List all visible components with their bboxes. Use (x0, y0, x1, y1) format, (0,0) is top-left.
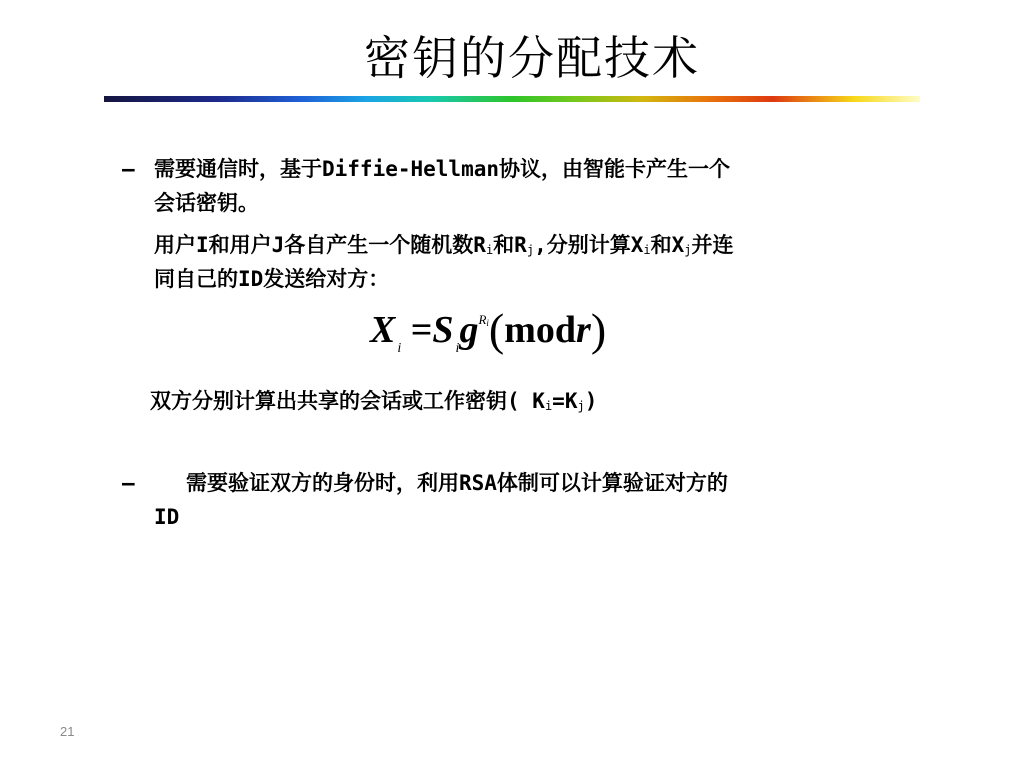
p1-sub-j-2: j (684, 243, 692, 257)
formula-sub-i-2: i (455, 341, 460, 356)
p1-seg-a: 用户I和用户J各自产生一个随机数R (154, 233, 486, 257)
formula-exponent (478, 312, 488, 327)
p2-seg-a: 双方分别计算出共享的会话或工作密钥( K (150, 389, 545, 413)
formula-exp-R: R (478, 312, 487, 327)
page-number: 21 (60, 724, 75, 739)
bullet-dash-2: – (122, 471, 135, 495)
formula-sub-i: i (397, 341, 402, 356)
formula (370, 296, 606, 373)
p1-sub-j: j (526, 243, 535, 257)
p1-seg-e: 并连 (691, 233, 734, 257)
formula-r: r (576, 309, 591, 351)
p2-seg-c: ) (584, 389, 598, 413)
bullet-2-line-1: 需要验证双方的身份时，利用RSA体制可以计算验证对方的 (186, 471, 728, 495)
formula-mod: mod (504, 309, 577, 351)
bullet-1-line-2: 会话密钥。 (154, 191, 259, 215)
formula-g: g (459, 309, 479, 351)
p1-seg-b: 和R (493, 233, 527, 257)
title-gradient-rule (104, 96, 920, 102)
p1-sub-i-2: i (643, 243, 651, 257)
p1-seg-d: 和X (650, 233, 685, 257)
bullet-2-line-2: ID (154, 505, 180, 529)
p2-sub-j: j (577, 399, 585, 413)
bullet-1-line-1: 需要通信时，基于Diffie-Hellman协议，由智能卡产生一个 (154, 157, 731, 181)
p1-seg-c: ,分别计算X (534, 233, 644, 257)
bullet-dash-1: – (122, 157, 135, 181)
formula-right-paren: ) (590, 304, 607, 355)
formula-exp-sub-i: i (486, 318, 489, 328)
page-title: 密钥的分配技术 (364, 31, 700, 85)
p2-seg-b: =K (552, 389, 578, 413)
paragraph-1-line-2: 同自己的ID发送给对方： (154, 267, 390, 291)
formula-X: X (370, 309, 396, 351)
p1-sub-i: i (485, 243, 494, 257)
formula-left-paren: ( (488, 304, 505, 355)
p2-sub-i: i (544, 399, 553, 413)
formula-equals: = (410, 309, 433, 351)
formula-S: S (432, 309, 454, 351)
paragraph-2 (150, 384, 597, 423)
